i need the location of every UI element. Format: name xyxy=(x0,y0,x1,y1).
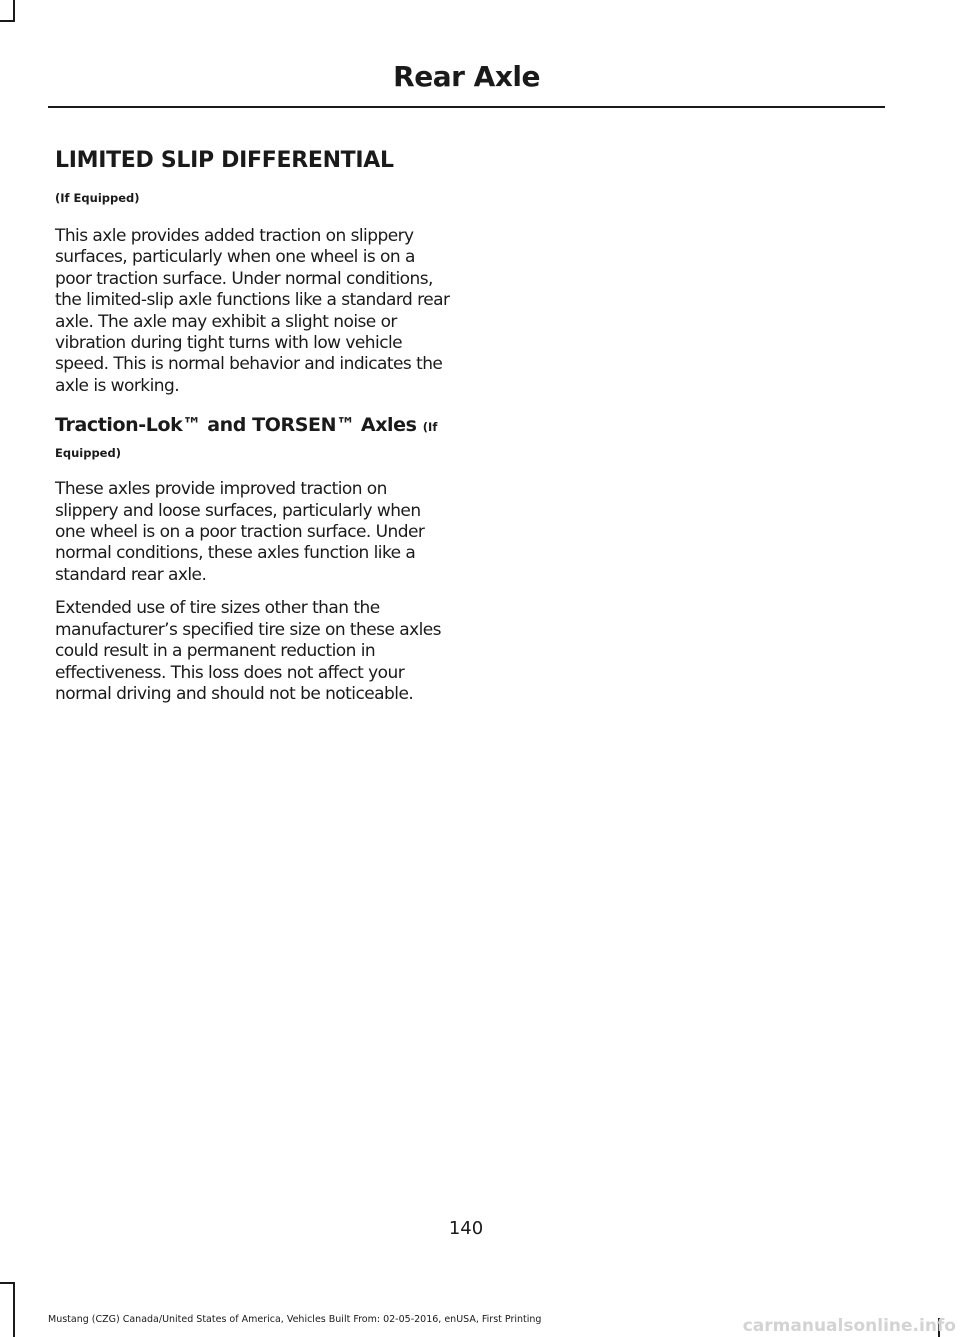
limited-slip-heading: LIMITED SLIP DIFFERENTIAL xyxy=(55,148,394,173)
header-divider xyxy=(48,106,885,108)
crop-mark-bottom-left-horizontal xyxy=(0,1282,15,1284)
limited-slip-paragraph: This axle provides added traction on slippery surfaces, particularly when one wheel is on a poor traction surface. Under normal conditions, the limited-slip axle functions like a standard rear axle. The axle may exhibit a slight noise or vibration during tight turns with low vehicle speed. This is normal behavior and indicates the axle is working. xyxy=(55,226,450,396)
crop-mark-top-left-vertical xyxy=(13,0,15,22)
page-header-title: Rear Axle xyxy=(393,60,540,93)
footer-text: Mustang (CZG) Canada/United States of America, Vehicles Built From: 02-05-2016, enUSA, First Printing xyxy=(48,1314,542,1325)
main-content xyxy=(55,146,450,717)
traction-lok-paragraph-2: Extended use of tire sizes other than the manufacturer’s specified tire size on these axles could result in a permanent reduction in effectiveness. This loss does not affect your normal driving and should not be noticeable. xyxy=(55,598,441,704)
crop-mark-bottom-left-vertical xyxy=(13,1282,15,1337)
crop-mark-top-left-horizontal xyxy=(0,20,15,22)
traction-lok-heading-text: Traction-Lok™ and TORSEN™ Axles xyxy=(55,414,417,437)
traction-lok-heading xyxy=(55,413,450,465)
traction-lok-qualifier: (If Equipped) xyxy=(55,420,438,461)
traction-lok-paragraph-1: These axles provide improved traction on slippery and loose surfaces, particularly when one wheel is on a poor traction surface. Under normal conditions, these axles function like a standard rear axle. xyxy=(55,479,425,585)
limited-slip-qualifier: (If Equipped) xyxy=(55,191,140,205)
watermark-text: carmanualsonline.info xyxy=(742,1316,956,1336)
page-number: 140 xyxy=(448,1218,484,1239)
